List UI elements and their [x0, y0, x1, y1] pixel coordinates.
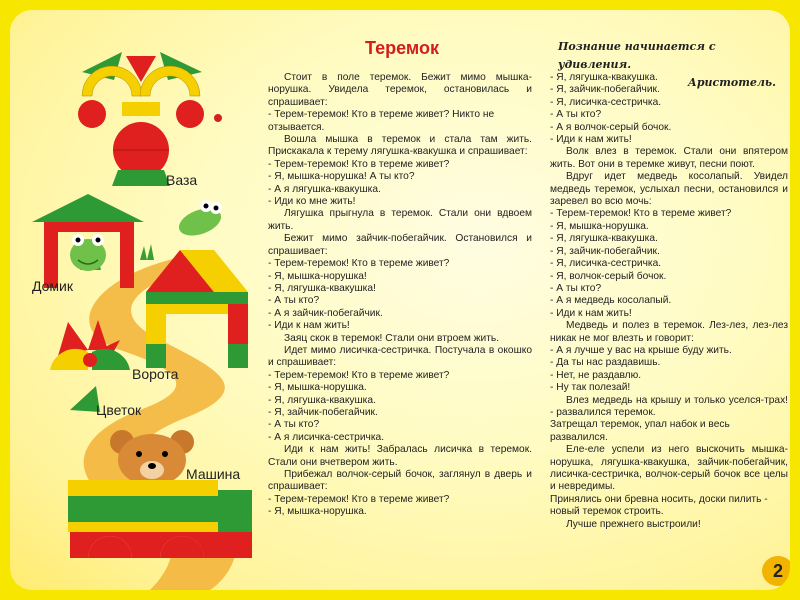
story-paragraph: Бежит мимо зайчик-побегайчик. Остановился и спрашивает:	[268, 233, 532, 257]
story-paragraph: Еле-еле успели из него выскочить мышка-норушка, лягушка-квакушка, зайчик-побегайчик, лисичка-сестричка, волчок-серый бочок все целы и невредимы.	[550, 444, 788, 493]
story-paragraph: - Ну так полезай!	[550, 382, 631, 394]
story-paragraph: Прибежал волчок-серый бочок, заглянул в дверь и спрашивает:	[268, 469, 532, 493]
story-paragraph: - Я, мышка-норушка.	[268, 382, 367, 394]
story-paragraph: - Я, лягушка-квакушка.	[550, 72, 658, 83]
story-paragraph: - А я лягушка-квакушка.	[268, 183, 381, 195]
illustration-panel	[10, 10, 270, 590]
story-paragraph: - Иди ко мне жить!	[268, 196, 356, 208]
story-paragraph: - Я, лисичка-сестричка.	[550, 258, 662, 270]
story-paragraph: - Терем-теремок! Кто в тереме живет?	[550, 208, 732, 220]
car-figure	[68, 480, 252, 558]
epigraph-author: Аристотель.	[687, 76, 776, 89]
story-paragraph: - А ты кто?	[550, 282, 602, 294]
story-paragraph: - Терем-теремок! Кто в тереме живет?	[268, 258, 450, 270]
story-paragraph: - А я волчок-серый бочок.	[550, 121, 672, 133]
story-paragraph: - Я, лисичка-сестричка.	[550, 96, 662, 108]
story-paragraph: Затрещал теремок, упал набок и весь развалился.	[550, 419, 730, 443]
story-paragraph: - Я, волчок-серый бочок.	[550, 270, 667, 282]
story-paragraph: - А я лисичка-сестричка.	[268, 431, 385, 443]
story-paragraph: - А я лучше у вас на крыше буду жить.	[550, 344, 732, 356]
story-paragraph: - Я, мышка-норушка.	[550, 220, 649, 232]
house-figure	[32, 194, 144, 288]
story-paragraph: Заяц скок в теремок! Стали они втроем жить.	[284, 332, 500, 344]
label-car: Машина	[186, 466, 241, 482]
page-number: 2	[762, 556, 790, 586]
story-paragraph: Стоит в поле теремок. Бежит мимо мышка-норушка. Увидела теремок, остановилась и спрашивает:	[268, 72, 532, 108]
story-paragraph: Идет мимо лисичка-сестричка. Постучала в окошко и спрашивает:	[268, 344, 532, 369]
story-paragraph: - Я, лягушка-квакушка!	[268, 282, 376, 294]
page-panel	[10, 10, 790, 590]
story-paragraph: - Терем-теремок! Кто в тереме живет?	[268, 493, 450, 505]
story-paragraph: - Нет, не раздавлю.	[550, 369, 642, 381]
story-paragraph: - Терем-теремок! Кто в тереме живет?	[268, 158, 450, 170]
story-paragraph: Влез медведь на крышу и только уселся-трах! - развалился теремок.	[550, 394, 788, 418]
story-paragraph: - Я, мышка-норушка!	[268, 270, 367, 282]
story-paragraph: - А я медведь косолапый.	[550, 295, 672, 307]
story-paragraph: - Да ты нас раздавишь.	[550, 357, 661, 369]
story-paragraph: - Иди к нам жить!	[550, 307, 632, 319]
story-paragraph: - А ты кто?	[268, 419, 320, 431]
story-paragraph: - Иди к нам жить!	[268, 320, 350, 332]
label-house: Домик	[32, 278, 73, 294]
label-gate: Ворота	[132, 366, 179, 382]
page-title: Теремок	[365, 38, 439, 58]
story-paragraph: - Я, зайчик-побегайчик.	[268, 406, 378, 418]
story-column-2	[550, 72, 788, 531]
story-paragraph: - А ты кто?	[550, 109, 602, 121]
story-paragraph: - Я, зайчик-побегайчик.	[550, 84, 660, 96]
story-column-1	[268, 72, 532, 519]
story-paragraph: - Я, мышка-норушка! А ты кто?	[268, 171, 415, 183]
label-vase: Ваза	[166, 172, 198, 188]
story-paragraph: - Я, лягушка-квакушка.	[550, 233, 658, 245]
story-paragraph: Принялись они бревна носить, доски пилить - новый теремок строить.	[550, 493, 768, 518]
story-paragraph: - Я, зайчик-побегайчик.	[550, 245, 660, 257]
story-paragraph: Медведь и полез в теремок. Лез-лез, лез-лез никак не мог влезть и говорит:	[550, 320, 788, 344]
story-paragraph: Вдруг идет медведь косолапый. Увидел медведь теремок, услыхал песни, остановился и заревел во всю мочь:	[550, 171, 788, 208]
label-flower: Цветок	[96, 402, 142, 418]
story-paragraph: - Терем-теремок! Кто в тереме живет?	[268, 369, 450, 381]
story-paragraph: Лучше прежнего выстроили!	[566, 518, 701, 530]
frog-on-roof	[175, 200, 225, 241]
story-paragraph: - Я, мышка-норушка.	[268, 506, 367, 518]
story-paragraph: - Терем-теремок! Кто в тереме живет? Никто не отзывается.	[268, 109, 495, 133]
story-paragraph: - Иди к нам жить!	[550, 134, 632, 146]
story-paragraph: - А я зайчик-побегайчик.	[268, 307, 383, 319]
epigraph-text: Познание начинается с удивления.	[558, 40, 716, 71]
story-paragraph: Лягушка прыгнула в теремок. Стали они вдвоем жить.	[268, 208, 532, 232]
story-paragraph: Вошла мышка в теремок и стала там жить. Прискакала к терему лягушка-квакушка и спрашивает:	[268, 134, 532, 158]
story-paragraph: Иди к нам жить! Забралась лисичка в теремок. Стали они вчетвером жить.	[268, 444, 532, 468]
story-paragraph: - Я, лягушка-квакушка.	[268, 394, 376, 406]
vase-figure	[78, 52, 222, 186]
story-paragraph: - А ты кто?	[268, 295, 320, 307]
story-paragraph: Волк влез в теремок. Стали они впятером жить. Вот они в теремке живут, песни поют.	[550, 146, 788, 170]
